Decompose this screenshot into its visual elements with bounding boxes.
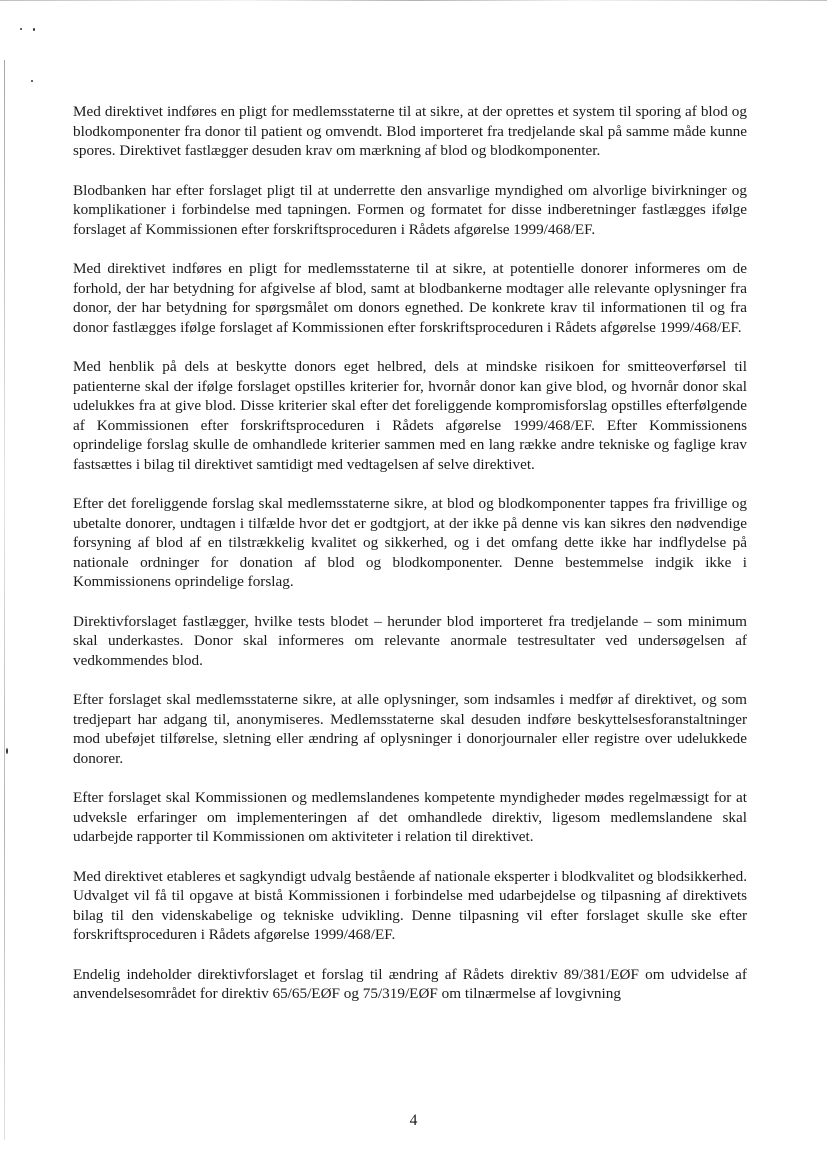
scan-speck bbox=[33, 28, 35, 31]
paragraph-directive-amendment: Endelig indeholder direktivforslaget et forslag til ændring af Rådets direktiv 89/381/EØF om udvidelse af anvendelsesområdet for direktiv 65/65/EØF og 75/319/EØF om tilnærmelse af lovgivning bbox=[73, 965, 747, 1002]
paragraph-data-protection: Efter forslaget skal medlemsstaterne sikre, at alle oplysninger, som indsamles i medfør af direktivet, og som tredjepart har adgang til, anonymiseres. Medlemsstaterne skal desuden indføre beskyttelsesforanstaltninger mod ubeføjet tilførelse, sletning eller ændring af oplysninger i donorjournaler eller registre over udelukkede donorer. bbox=[73, 691, 747, 767]
document-body bbox=[73, 102, 747, 1024]
scan-speck bbox=[31, 80, 33, 82]
paragraph-blood-tests: Direktivforslaget fastlægger, hvilke tests blodet – herunder blod importeret fra tredjelande – som minimum skal underkastes. Donor skal informeres om relevante anormale testresultater ved undersøgelsen af vedkommendes blod. bbox=[73, 612, 747, 669]
scan-left-edge bbox=[4, 60, 5, 1140]
paragraph-donor-criteria: Med henblik på dels at beskytte donors eget helbred, dels at mindske risikoen for smitteoverførsel til patienterne skal der ifølge forslaget opstilles kriterier for, hvornår donor kan give blod, og hvornår donor skal udelukkes fra at give blod. Disse kriterier skal efter det foreliggende kompromisforslag opstilles efterfølgende af Kommissionen efter forskriftsproceduren i Rådets afgørelse 1999/468/EF. Efter Kommissionens oprindelige forslag skulle de omhandlede kriterier sammen med en lang række andre tekniske og faglige krav fastsættes i bilag til direktivet samtidigt med vedtagelsen af selve direktivet. bbox=[73, 358, 747, 473]
paragraph-authority-meetings: Efter forslaget skal Kommissionen og medlemslandenes kompetente myndigheder mødes regelmæssigt for at udveksle erfaringer om implementeringen af det omhandlede direktiv, ligesom medlemslandene skal udarbejde rapporter til Kommissionen om aktiviteter i relation til direktivet. bbox=[73, 789, 747, 845]
page-number: 4 bbox=[409, 1112, 418, 1129]
scan-speck bbox=[6, 748, 8, 754]
paragraph-voluntary-donation: Efter det foreliggende forslag skal medlemsstaterne sikre, at blod og blodkomponenter tappes fra frivillige og ubetalte donorer, undtagen i tilfælde hvor det er godtgjort, at der ikke på denne vis kan sikres den nødvendige forsyning af blod af en tilstrækkelig kvalitet og sikkerhed, og i det omfang dette ikke har indflydelse på nationale ordninger for donation af blod og blodkomponenter. Denne bestemmelse indgik ikke i Kommissionens oprindelige forslag. bbox=[73, 495, 747, 590]
scan-speck bbox=[20, 28, 22, 30]
scan-top-border bbox=[0, 0, 827, 1]
paragraph-expert-committee: Med direktivet etableres et sagkyndigt udvalg bestående af nationale eksperter i blodkvalitet og blodsikkerhed. Udvalget vil få til opgave at bistå Kommissionen i forbindelse med udarbejdelse og tilpasning af direktivets bilag til den videnskabelige og tekniske udvikling. Denne tilpasning vil efter forslaget skulle ske efter forskriftsproceduren i Rådets afgørelse 1999/468/EF. bbox=[73, 867, 747, 943]
paragraph-donor-information: Med direktivet indføres en pligt for medlemsstaterne til at sikre, at potentielle donorer informeres om de forhold, der har betydning for afgivelse af blod, samt at blodbankerne modtager alle relevante oplysninger fra donor, der har betydning for spørgsmålet om donors egnethed. De konkrete krav til informationen til og fra donor fastlægges ifølge forslaget af Kommissionen efter forskriftsproceduren i Rådets afgørelse 1999/468/EF. bbox=[73, 260, 747, 336]
paragraph-tracing: Med direktivet indføres en pligt for medlemsstaterne til at sikre, at der oprettes et system til sporing af blod og blodkomponenter fra donor til patient og omvendt. Blod importeret fra tredjelande skal på samme måde kunne spores. Direktivet fastlægger desuden krav om mærkning af blod og blodkomponenter. bbox=[73, 103, 747, 159]
paragraph-adverse-reactions: Blodbanken har efter forslaget pligt til at underrette den ansvarlige myndighed om alvorlige bivirkninger og komplikationer i forbindelse med tapningen. Formen og formatet for disse indberetninger fastlægges ifølge forslaget af Kommissionen efter forskriftsproceduren i Rådets afgørelse 1999/468/EF. bbox=[73, 181, 747, 238]
